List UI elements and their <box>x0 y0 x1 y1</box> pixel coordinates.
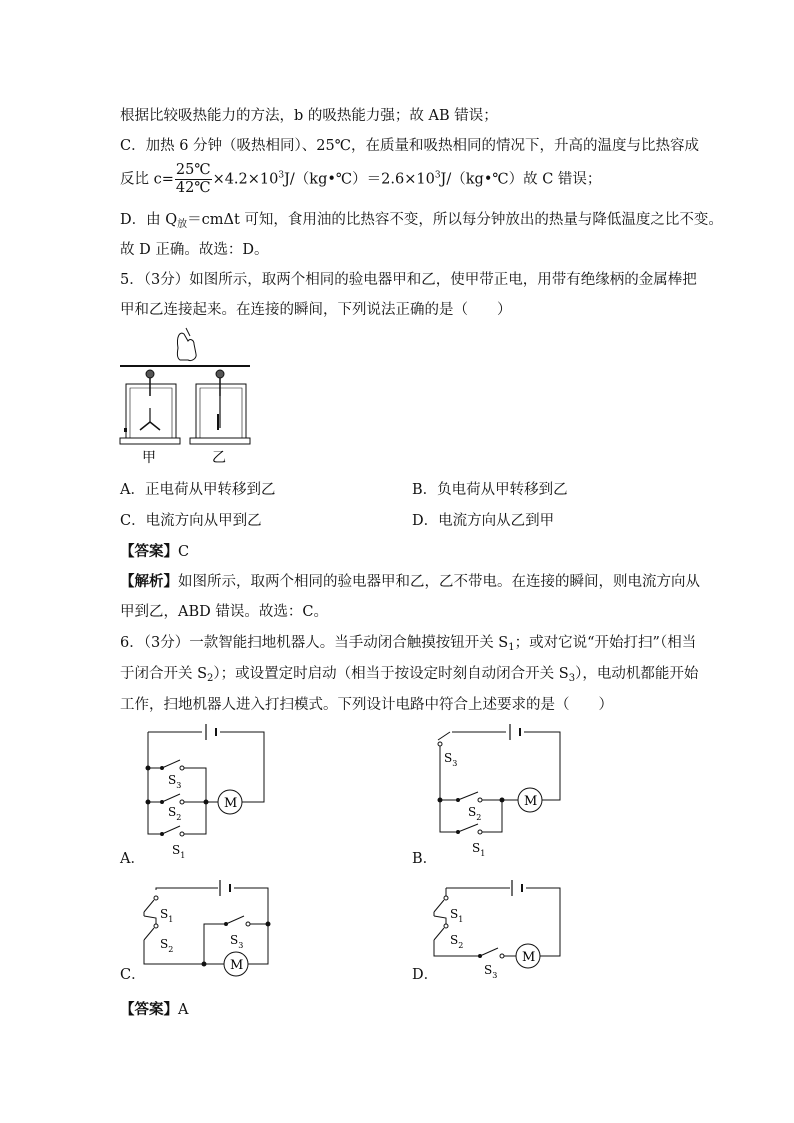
text: 6．（3分）一款智能扫地机器人。当手动闭合触摸按钮开关 S <box>120 635 509 651</box>
formula-suffix: J/（kg•℃）故 C 错误； <box>440 171 602 188</box>
q5-option-b: B．负电荷从甲转移到乙 <box>412 482 568 498</box>
q6-stem-3: 工作，扫地机器人进入打扫模式。下列设计电路中符合上述要求的是（ ） <box>120 697 613 713</box>
formula-mid2: J/（kg•℃）＝2.6×10 <box>284 171 435 188</box>
text: ）；或设置定时启动（相当于按设定时刻自动闭合开关 S <box>213 666 569 682</box>
analysis-text: 如图所示，取两个相同的验电器甲和乙，乙不带电。在连接的瞬间，则电流方向从 <box>178 574 700 590</box>
fraction-denominator: 42℃ <box>175 180 211 196</box>
q5-option-c: C．电流方向从甲到乙 <box>120 513 262 529</box>
text: D．由 Q <box>120 212 178 228</box>
q4-line-3 <box>120 162 601 197</box>
electroscope-figure <box>118 326 278 466</box>
q6-option-d: D． <box>412 967 439 983</box>
formula-mid: ×4.2×10 <box>212 171 279 188</box>
q5-analysis-2: 甲到乙，ABD 错误。故选：C。 <box>120 604 328 620</box>
q6-answer <box>120 998 188 1019</box>
svg-text:S1: $S_1$ <box>172 843 186 860</box>
answer-value: C <box>178 544 190 560</box>
hand-icon <box>177 333 196 360</box>
svg-text:S2: $S_2$ <box>160 937 174 954</box>
answer-label: 【答案】 <box>120 1001 178 1018</box>
subscript: 2 <box>207 673 214 684</box>
svg-text:M: M <box>224 796 238 811</box>
label-yi: 乙 <box>212 450 226 466</box>
svg-text:M: M <box>524 794 538 809</box>
text: ；或对它说“开始打扫”（相当 <box>514 635 697 651</box>
subscript: 3 <box>568 673 576 684</box>
q4-line-1: 根据比较吸热能力的方法，b 的吸热能力强；故 AB 错误； <box>120 108 498 124</box>
q5-option-d: D．电流方向从乙到甲 <box>412 513 555 529</box>
text: ＝cmΔt 可知，食用油的比热容不变，所以每分钟放出的热量与降低温度之比不变。 <box>187 212 723 228</box>
q5-answer <box>120 540 189 561</box>
q4-line-4 <box>120 208 723 230</box>
circuit-b <box>428 722 588 862</box>
circuit-a <box>140 722 300 862</box>
exponent: 3 <box>434 170 441 181</box>
analysis-label: 【解析】 <box>120 573 178 590</box>
q5-stem-1: 5．（3分）如图所示，取两个相同的验电器甲和乙，使甲带正电，用带有绝缘柄的金属棒把 <box>120 272 697 288</box>
text: 于闭合开关 S <box>120 666 208 682</box>
svg-text:M: M <box>230 958 244 973</box>
q6-option-c: C． <box>120 967 146 983</box>
svg-text:S2: $S_2$ <box>450 933 464 950</box>
q6-option-b: B． <box>412 851 438 867</box>
q6-stem-2 <box>120 662 698 684</box>
svg-text:S2: $S_2$ <box>168 805 182 822</box>
q6-stem-1 <box>120 631 696 653</box>
q4-line-2: C．加热 6 分钟（吸热相同）、25℃，在质量和吸热相同的情况下，升高的温度与比热容成 <box>120 138 699 154</box>
electroscope-b <box>190 370 250 444</box>
svg-text:S2: $S_2$ <box>468 805 482 822</box>
q5-option-a: A．正电荷从甲转移到乙 <box>120 482 276 498</box>
circuit-c <box>140 876 300 986</box>
circuit-d <box>428 876 588 986</box>
fraction <box>175 162 212 197</box>
label-jia: 甲 <box>142 450 156 466</box>
subscript: 放 <box>177 219 188 230</box>
electroscope-a <box>120 370 180 444</box>
svg-text:S1: $S_1$ <box>472 841 486 858</box>
q5-analysis-1 <box>120 570 700 591</box>
fraction-numerator: 25℃ <box>175 162 211 178</box>
svg-text:S1: $S_1$ <box>450 907 464 924</box>
q5-stem-2: 甲和乙连接起来。在连接的瞬间，下列说法正确的是（ ） <box>120 302 512 318</box>
subscript: 1 <box>508 642 515 653</box>
answer-value: A <box>178 1002 189 1018</box>
svg-text:M: M <box>522 950 536 965</box>
svg-text:S3: $S_3$ <box>484 963 498 980</box>
q6-option-a: A． <box>120 851 145 867</box>
svg-text:S3: $S_3$ <box>168 773 182 790</box>
answer-label: 【答案】 <box>120 543 178 560</box>
exponent: 3 <box>278 170 285 181</box>
svg-text:S3: $S_3$ <box>230 933 244 950</box>
q4-line-5: 故 D 正确。故选：D。 <box>120 242 269 258</box>
formula-prefix: 反比 c= <box>120 171 174 188</box>
text: ），电动机都能开始 <box>575 666 699 682</box>
svg-text:S3: $S_3$ <box>444 751 458 768</box>
svg-text:S1: $S_1$ <box>160 907 174 924</box>
